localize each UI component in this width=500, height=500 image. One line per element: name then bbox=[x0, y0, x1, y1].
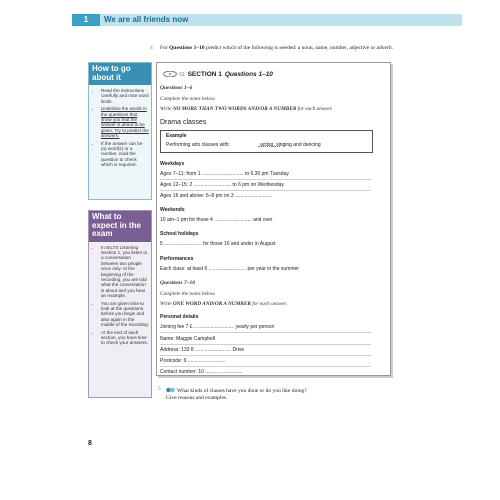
audio-cd-icon[interactable] bbox=[163, 71, 177, 77]
example-answer: acting bbox=[260, 142, 274, 148]
how-to-item: • Read the instructions carefully and note word limits. bbox=[101, 88, 149, 104]
performances-line: Each class: at least 6 ........................... per year in the summer bbox=[160, 266, 299, 272]
how-to-item bbox=[101, 106, 149, 138]
divider bbox=[160, 190, 371, 191]
personal-line: Joining fee 7 £ ............................. yearly per person bbox=[160, 324, 275, 330]
divider bbox=[160, 344, 371, 345]
unit-title: We are all friends now bbox=[104, 15, 189, 24]
task-5-text: What kinds of classes have you done or do you like doing? Give reasons and examples. bbox=[166, 388, 307, 401]
example-label: Example bbox=[166, 133, 187, 139]
how-to-item: • If the answer can be (a) word(s) or a number, read the question to check which is required. bbox=[101, 141, 149, 168]
drama-classes-title: Drama classes bbox=[160, 119, 207, 126]
weekends-heading: Weekends bbox=[160, 207, 185, 213]
section-title: SECTION 1 bbox=[187, 71, 222, 78]
personal-line: Postcode: 9 ........................... bbox=[160, 358, 226, 364]
holidays-line: 5 ........................... for those 16 and under in August bbox=[160, 241, 276, 247]
page-number: 8 bbox=[88, 440, 92, 447]
how-to-box bbox=[88, 62, 152, 200]
task-4-number: 4 bbox=[150, 45, 153, 51]
what-to-expect-box bbox=[88, 210, 152, 398]
part1-label: Questions 1–6 bbox=[160, 85, 193, 91]
section-heading bbox=[163, 70, 273, 78]
divider bbox=[160, 332, 371, 333]
personal-line: Name: Maggie Campbell bbox=[160, 336, 216, 342]
divider bbox=[160, 179, 371, 180]
expect-item: • You are given time to look at the questions before you begin and also again in the middle of the recording. bbox=[101, 301, 149, 328]
weekdays-line-1: Ages 7–11: from 1 .............................. to 6.30 pm Tuesday bbox=[160, 171, 289, 177]
weekends-line: 10 am–1 pm for those 4 ........................... and over bbox=[160, 217, 273, 223]
expect-title: What to expect in the exam bbox=[89, 211, 151, 242]
weekdays-line-2: Ages 12–15: 2 ........................... to 6 pm on Wednesday bbox=[160, 182, 284, 188]
task-5-number: 5 bbox=[158, 386, 161, 392]
holidays-heading: School holidays bbox=[160, 231, 199, 237]
part2-instruction: Complete the notes below. bbox=[160, 291, 216, 297]
personal-heading: Personal details bbox=[160, 314, 199, 320]
how-to-title: How to go about it bbox=[89, 63, 151, 85]
weekdays-line-3: Ages 16 and above: 6–8 pm on 3 ........................... bbox=[160, 193, 273, 199]
speaking-icon bbox=[166, 387, 175, 393]
personal-line: Contact number: 10 ........................... bbox=[160, 369, 243, 375]
expect-item: • At the end of each section, you have time to check your answers. bbox=[101, 330, 149, 346]
part1-instruction: Complete the notes below. bbox=[160, 96, 216, 102]
divider bbox=[160, 355, 371, 356]
section-questions: Questions 1–10 bbox=[224, 71, 273, 78]
performances-heading: Performances bbox=[160, 256, 194, 262]
task-4-text: For Questions 1–10 predict which of the following is needed: a noun, name, number, adjective or adverb. bbox=[160, 45, 393, 51]
track-number: 01 bbox=[179, 72, 185, 78]
weekdays-heading: Weekdays bbox=[160, 161, 185, 167]
underline-text: Underline the words in the questions that show you that the answer is about to be given. Try to predict the answers. bbox=[101, 106, 149, 139]
example-row: Performing arts classes with: acting, singing and dancing bbox=[166, 142, 321, 148]
part2-write: Write ONE WORD AND/OR A NUMBER for each answer. bbox=[160, 301, 288, 307]
part2-label: Questions 7–10 bbox=[160, 280, 195, 286]
unit-number: 1 bbox=[72, 14, 100, 26]
divider bbox=[160, 366, 371, 367]
expect-item: • In IELTS Listening Section 1, you listen to a conversation between two people once only. At the beginning of the recording, you are told what the conversation is about and you hear an example. bbox=[101, 245, 149, 299]
part1-write: Write NO MORE THAN TWO WORDS AND/OR A NUMBER for each answer. bbox=[160, 106, 333, 112]
personal-line: Address: 133 8 .......................... Drive bbox=[160, 347, 245, 353]
